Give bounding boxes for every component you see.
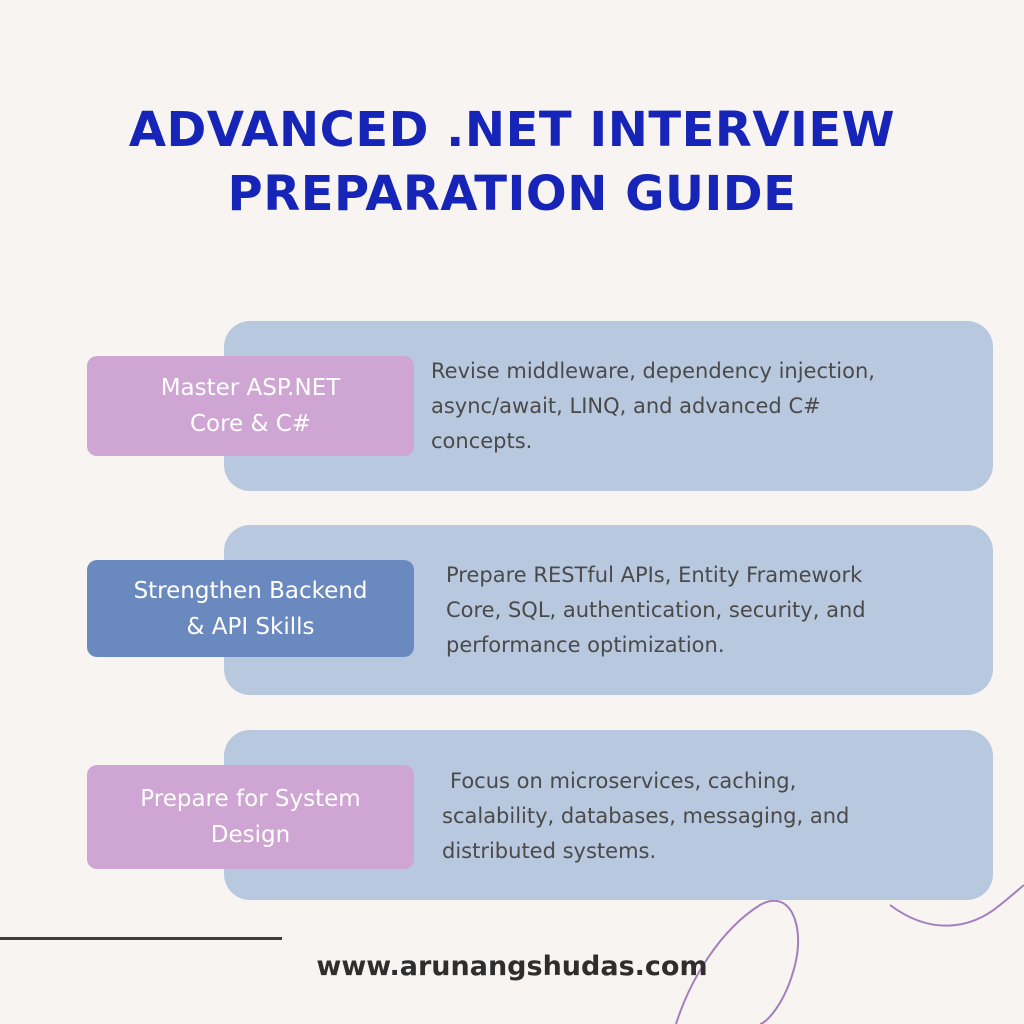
section-label-line-1: Master ASP.NET: [160, 375, 341, 401]
footer-divider: [0, 937, 282, 940]
section-backend: [0, 525, 1024, 695]
description-line-1: Focus on microservices, caching,: [450, 769, 797, 793]
section-label: [87, 560, 414, 657]
page-title: [0, 98, 1024, 226]
section-description: [442, 764, 849, 869]
website-url[interactable]: www.arunangshudas.com: [316, 951, 708, 982]
section-label: [87, 356, 414, 456]
description-line-3: distributed systems.: [442, 839, 657, 863]
title-line-1: ADVANCED .NET INTERVIEW: [128, 102, 896, 158]
section-label-line-1: Prepare for System: [140, 786, 361, 812]
section-label-line-2: Design: [210, 822, 291, 848]
section-label-line-2: Core & C#: [189, 411, 312, 437]
description-line-2: scalability, databases, messaging, and: [442, 804, 850, 828]
section-label: [87, 765, 414, 869]
description-line-3: concepts.: [431, 429, 533, 453]
section-label-line-2: & API Skills: [186, 613, 315, 640]
description-line-1: Prepare RESTful APIs, Entity Framework: [446, 563, 863, 587]
section-aspnet: [0, 321, 1024, 491]
description-line-2: async/await, LINQ, and advanced C#: [431, 394, 821, 418]
section-system-design: [0, 730, 1024, 900]
section-label-line-1: Strengthen Backend: [133, 577, 368, 604]
section-description: [431, 354, 875, 459]
description-line-1: Revise middleware, dependency injection,: [431, 359, 875, 383]
description-line-3: performance optimization.: [446, 633, 725, 657]
section-description: [446, 558, 866, 663]
description-line-2: Core, SQL, authentication, security, and: [446, 598, 866, 622]
title-line-2: PREPARATION GUIDE: [227, 166, 797, 222]
